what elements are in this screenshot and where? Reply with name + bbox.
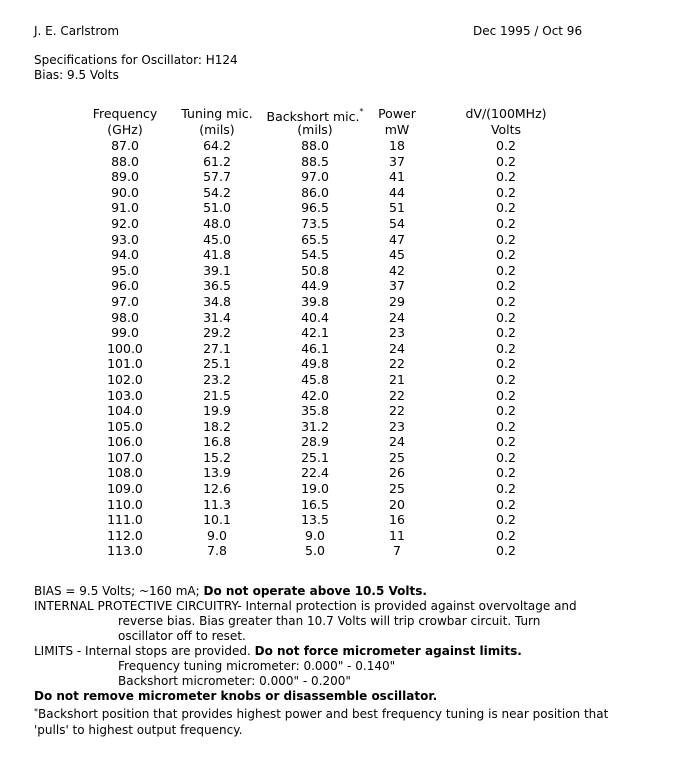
cell-tuning: 19.9 (203, 403, 231, 419)
cell-dv: 0.2 (496, 247, 516, 263)
cell-dv: 0.2 (496, 138, 516, 153)
cell-power: 23 (389, 418, 405, 434)
cell-tuning: 11.3 (203, 496, 231, 512)
cell-tuning: 36.5 (203, 278, 231, 294)
cell-backshort: 19.0 (301, 481, 329, 497)
cell-power: 22 (389, 387, 405, 403)
cell-backshort: 13.5 (301, 512, 329, 528)
col-header-tuning: Tuning mic. (181, 106, 253, 121)
table-row (0, 419, 689, 435)
cell-power: 25 (389, 449, 405, 465)
cell-frequency: 88.0 (111, 153, 139, 169)
cell-dv: 0.2 (496, 481, 516, 497)
cell-tuning: 15.2 (203, 449, 231, 465)
cell-backshort: 16.5 (301, 496, 329, 512)
table-row (0, 372, 689, 388)
cell-dv: 0.2 (496, 262, 516, 278)
cell-dv: 0.2 (496, 356, 516, 372)
cell-power: 16 (389, 512, 405, 528)
cell-dv: 0.2 (496, 434, 516, 450)
cell-backshort: 42.1 (301, 325, 329, 341)
cell-tuning: 7.8 (207, 543, 227, 559)
cell-tuning: 39.1 (203, 262, 231, 278)
cell-frequency: 87.0 (111, 138, 139, 153)
cell-tuning: 23.2 (203, 371, 231, 387)
col-unit-backshort: (mils) (297, 122, 333, 137)
cell-frequency: 112.0 (107, 527, 143, 543)
cell-power: 37 (389, 278, 405, 294)
limits-backshort: Backshort micrometer: 0.000" - 0.200" (118, 674, 351, 688)
table-row (0, 278, 689, 294)
cell-backshort: 25.1 (301, 449, 329, 465)
cell-dv: 0.2 (496, 543, 516, 559)
bias-note: BIAS = 9.5 Volts; ~160 mA; Do not operate above 10.5 Volts. (34, 584, 427, 598)
cell-tuning: 27.1 (203, 340, 231, 356)
cell-frequency: 100.0 (107, 340, 143, 356)
cell-power: 22 (389, 356, 405, 372)
cell-dv: 0.2 (496, 184, 516, 200)
author-name: J. E. Carlstrom (34, 24, 120, 38)
col-unit-frequency: (GHz) (107, 122, 143, 137)
cell-backshort: 73.5 (301, 215, 329, 231)
table-header-row-1 (0, 106, 689, 125)
table-row (0, 247, 689, 263)
cell-dv: 0.2 (496, 215, 516, 231)
protection-note-line1: INTERNAL PROTECTIVE CIRCUITRY- Internal protection is provided against overvoltage and (34, 599, 577, 613)
cell-power: 29 (389, 293, 405, 309)
cell-backshort: 40.4 (301, 309, 329, 325)
cell-dv: 0.2 (496, 309, 516, 325)
no-remove-warning: Do not remove micrometer knobs or disassemble oscillator. (34, 689, 438, 703)
table-row (0, 294, 689, 310)
cell-tuning: 13.9 (203, 465, 231, 481)
cell-power: 26 (389, 465, 405, 481)
cell-frequency: 90.0 (111, 184, 139, 200)
cell-frequency: 95.0 (111, 262, 139, 278)
cell-backshort: 96.5 (301, 200, 329, 216)
table-row (0, 497, 689, 513)
cell-tuning: 31.4 (203, 309, 231, 325)
cell-dv: 0.2 (496, 325, 516, 341)
cell-backshort: 86.0 (301, 184, 329, 200)
cell-power: 18 (389, 138, 405, 153)
cell-power: 54 (389, 215, 405, 231)
table-row (0, 232, 689, 248)
cell-frequency: 109.0 (107, 481, 143, 497)
cell-tuning: 51.0 (203, 200, 231, 216)
cell-tuning: 25.1 (203, 356, 231, 372)
footnote-line1: *Backshort position that provides highest power and best frequency tuning is near position that (34, 707, 609, 721)
cell-backshort: 28.9 (301, 434, 329, 450)
protection-note-line2: reverse bias. Bias greater than 10.7 Volts will trip crowbar circuit. Turn (118, 614, 541, 628)
table-header-row-2 (0, 122, 689, 138)
cell-backshort: 22.4 (301, 465, 329, 481)
cell-power: 24 (389, 309, 405, 325)
cell-tuning: 57.7 (203, 169, 231, 185)
table-row (0, 403, 689, 419)
table-row (0, 528, 689, 544)
cell-tuning: 54.2 (203, 184, 231, 200)
table-row (0, 138, 689, 154)
col-unit-tuning: (mils) (199, 122, 235, 137)
cell-tuning: 18.2 (203, 418, 231, 434)
cell-frequency: 98.0 (111, 309, 139, 325)
cell-frequency: 103.0 (107, 387, 143, 403)
table-row (0, 200, 689, 216)
cell-dv: 0.2 (496, 403, 516, 419)
cell-power: 20 (389, 496, 405, 512)
table-row (0, 325, 689, 341)
cell-tuning: 61.2 (203, 153, 231, 169)
cell-dv: 0.2 (496, 465, 516, 481)
cell-power: 7 (393, 543, 401, 559)
cell-dv: 0.2 (496, 200, 516, 216)
cell-power: 37 (389, 153, 405, 169)
cell-backshort: 88.0 (301, 138, 329, 153)
cell-frequency: 110.0 (107, 496, 143, 512)
cell-dv: 0.2 (496, 293, 516, 309)
cell-backshort: 54.5 (301, 247, 329, 263)
cell-dv: 0.2 (496, 371, 516, 387)
cell-frequency: 101.0 (107, 356, 143, 372)
cell-dv: 0.2 (496, 527, 516, 543)
cell-dv: 0.2 (496, 153, 516, 169)
bias-line: Bias: 9.5 Volts (34, 68, 119, 82)
oscillator-spec-table (0, 106, 689, 559)
cell-dv: 0.2 (496, 512, 516, 528)
cell-frequency: 97.0 (111, 293, 139, 309)
col-header-dv: dV/(100MHz) (465, 106, 547, 121)
cell-tuning: 10.1 (203, 512, 231, 528)
table-row (0, 310, 689, 326)
cell-tuning: 16.8 (203, 434, 231, 450)
cell-backshort: 46.1 (301, 340, 329, 356)
table-row (0, 543, 689, 559)
cell-power: 23 (389, 325, 405, 341)
cell-frequency: 104.0 (107, 403, 143, 419)
notes-section (34, 584, 674, 738)
cell-frequency: 99.0 (111, 325, 139, 341)
cell-power: 42 (389, 262, 405, 278)
cell-frequency: 111.0 (107, 512, 143, 528)
cell-tuning: 9.0 (207, 527, 227, 543)
table-row (0, 450, 689, 466)
cell-backshort: 88.5 (301, 153, 329, 169)
cell-backshort: 45.8 (301, 371, 329, 387)
cell-tuning: 41.8 (203, 247, 231, 263)
table-body (0, 138, 689, 559)
cell-frequency: 91.0 (111, 200, 139, 216)
cell-frequency: 107.0 (107, 449, 143, 465)
cell-backshort: 97.0 (301, 169, 329, 185)
cell-tuning: 34.8 (203, 293, 231, 309)
cell-backshort: 42.0 (301, 387, 329, 403)
table-row (0, 154, 689, 170)
table-row (0, 434, 689, 450)
cell-tuning: 64.2 (203, 138, 231, 153)
cell-power: 25 (389, 481, 405, 497)
cell-frequency: 92.0 (111, 215, 139, 231)
cell-frequency: 96.0 (111, 278, 139, 294)
cell-dv: 0.2 (496, 278, 516, 294)
cell-backshort: 49.8 (301, 356, 329, 372)
cell-frequency: 102.0 (107, 371, 143, 387)
cell-power: 24 (389, 340, 405, 356)
cell-frequency: 105.0 (107, 418, 143, 434)
cell-power: 45 (389, 247, 405, 263)
cell-backshort: 9.0 (305, 527, 325, 543)
col-unit-dv: Volts (490, 122, 522, 137)
table-row (0, 465, 689, 481)
cell-frequency: 108.0 (107, 465, 143, 481)
col-header-power: Power (378, 106, 416, 121)
cell-tuning: 29.2 (203, 325, 231, 341)
footnote-marker: * (359, 107, 364, 116)
table-row (0, 512, 689, 528)
cell-frequency: 89.0 (111, 169, 139, 185)
table-row (0, 216, 689, 232)
table-row (0, 341, 689, 357)
col-header-backshort: Backshort mic.* (266, 107, 364, 125)
cell-power: 47 (389, 231, 405, 247)
cell-backshort: 44.9 (301, 278, 329, 294)
cell-tuning: 45.0 (203, 231, 231, 247)
cell-dv: 0.2 (496, 418, 516, 434)
cell-frequency: 113.0 (107, 543, 143, 559)
spec-title: Specifications for Oscillator: H124 (34, 53, 238, 67)
cell-frequency: 94.0 (111, 247, 139, 263)
table-row (0, 481, 689, 497)
document-date: Dec 1995 / Oct 96 (473, 24, 583, 38)
table-row (0, 356, 689, 372)
cell-dv: 0.2 (496, 169, 516, 185)
table-row (0, 169, 689, 185)
col-header-frequency: Frequency (92, 106, 158, 121)
cell-power: 21 (389, 371, 405, 387)
protection-note-line3: oscillator off to reset. (118, 629, 246, 643)
limits-frequency: Frequency tuning micrometer: 0.000" - 0.140" (118, 659, 396, 673)
cell-power: 11 (389, 527, 405, 543)
table-row (0, 185, 689, 201)
cell-dv: 0.2 (496, 496, 516, 512)
cell-backshort: 65.5 (301, 231, 329, 247)
cell-frequency: 106.0 (107, 434, 143, 450)
col-unit-power: mW (384, 122, 410, 137)
cell-backshort: 39.8 (301, 293, 329, 309)
cell-frequency: 93.0 (111, 231, 139, 247)
cell-tuning: 12.6 (203, 481, 231, 497)
cell-dv: 0.2 (496, 449, 516, 465)
cell-backshort: 50.8 (301, 262, 329, 278)
cell-tuning: 21.5 (203, 387, 231, 403)
cell-dv: 0.2 (496, 387, 516, 403)
cell-power: 44 (389, 184, 405, 200)
limits-note: LIMITS - Internal stops are provided. Do not force micrometer against limits. (34, 644, 522, 658)
table-row (0, 263, 689, 279)
cell-backshort: 35.8 (301, 403, 329, 419)
footnote-line2: 'pulls' to highest output frequency. (34, 723, 243, 737)
cell-power: 41 (389, 169, 405, 185)
cell-tuning: 48.0 (203, 215, 231, 231)
cell-power: 24 (389, 434, 405, 450)
cell-dv: 0.2 (496, 231, 516, 247)
cell-backshort: 31.2 (301, 418, 329, 434)
table-row (0, 388, 689, 404)
cell-power: 22 (389, 403, 405, 419)
cell-dv: 0.2 (496, 340, 516, 356)
cell-power: 51 (389, 200, 405, 216)
cell-backshort: 5.0 (305, 543, 325, 559)
